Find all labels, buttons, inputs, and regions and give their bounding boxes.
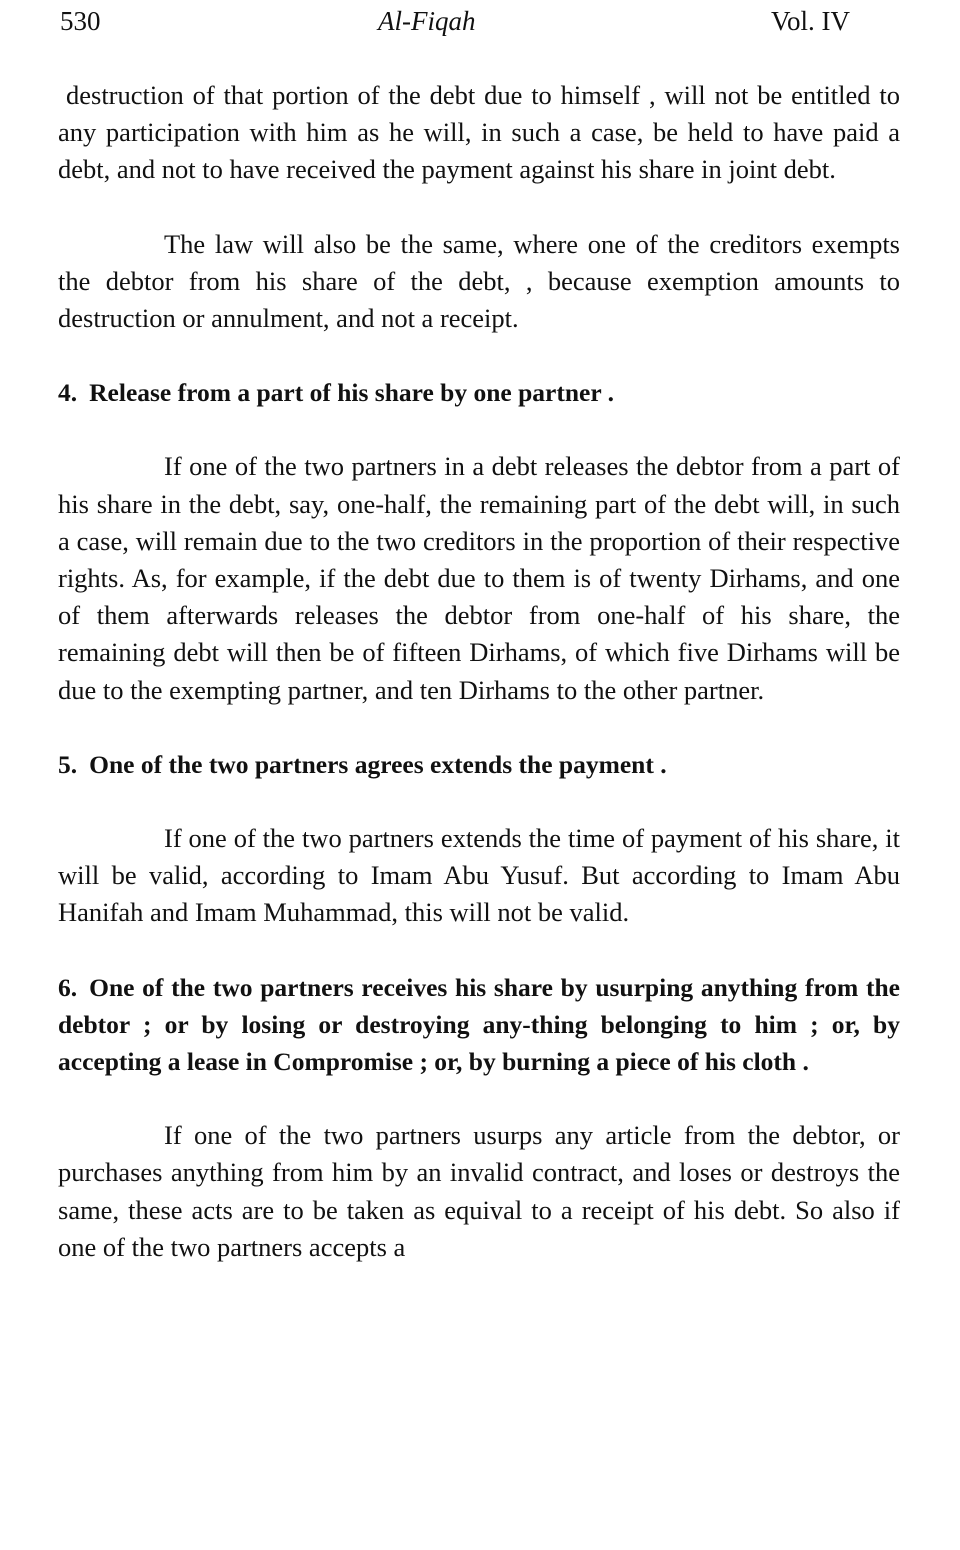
running-head — [58, 6, 900, 42]
section-heading-4 — [58, 374, 900, 411]
paragraph-exemption: The law will also be the same, where one of the creditors exempts the debtor from his share of the debt, , because exemption amounts to destruction or annulment, and not a receipt. — [58, 228, 900, 334]
section-number: 5. — [58, 749, 78, 779]
paragraph-usurping: If one of the two partners usurps any article from the debtor, or purchases anything from him by an invalid contract, and loses or destroys the same, these acts are to be taken as equival to a receipt of his debt. So also if one of the two partners accepts a — [58, 1120, 900, 1262]
page-number: 530 — [60, 6, 101, 36]
page-body — [58, 77, 900, 1266]
section-title: One of the two partners receives his share by usurping anything from the debtor ; or by losing or destroying any-thing belonging to him ; or, by accepting a lease in Compromise ; or, by burning a piece of his cloth . — [58, 972, 900, 1077]
section-heading-5 — [58, 746, 900, 783]
section-heading-6 — [58, 969, 900, 1081]
paragraph-release: If one of the two partners in a debt releases the debtor from a part of his share in the debt, say, one-half, the remaining part of the debt will, in such a case, will remain due to the two creditors in the proportion of their respective rights. As, for example, if the debt due to them is of twenty Dirhams, and one of them afterwards releases the debtor from one-half of his share, the remaining debt will then be of fifteen Dirhams, of which five Dirhams will be due to the exempting partner, and ten Dirhams to the other partner. — [58, 451, 900, 705]
volume-label: Vol. IV — [770, 6, 850, 36]
section-title: Release from a part of his share by one partner . — [89, 378, 614, 408]
section-title: One of the two partners agrees extends the payment . — [89, 749, 667, 779]
paragraph-extension: If one of the two partners extends the time of payment of his share, it will be valid, according to Imam Abu Yusuf. But according to Imam Abu Hanifah and Imam Muhammad, this will not be valid. — [58, 823, 900, 928]
paragraph-continued: destruction of that portion of the debt due to himself , will not be entitled to any participation with him as he will, in such a case, be held to have paid a debt, and not to have received the payment against his share in joint debt. — [58, 80, 900, 185]
book-title: Al-Fiqah — [378, 6, 476, 36]
section-number: 4. — [58, 378, 78, 408]
section-number: 6. — [58, 972, 78, 1002]
